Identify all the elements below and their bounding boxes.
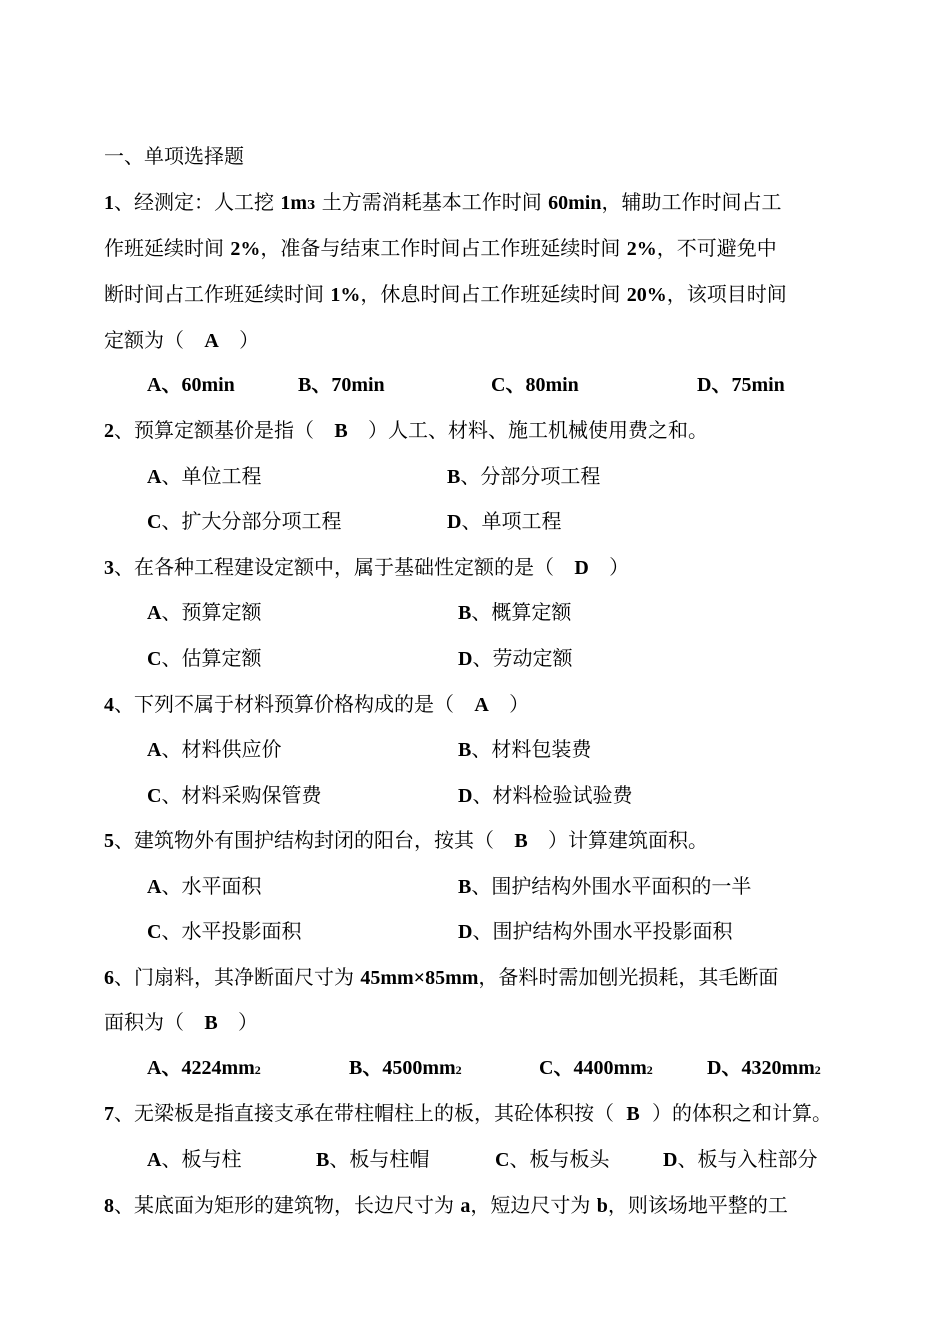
question-text: 断时间占工作班延续时间 (104, 282, 331, 306)
question-text: 、在各种工程建设定额中，属于基础性定额的是（ (114, 555, 561, 579)
question-2 (104, 416, 708, 445)
unit-text: 1m (280, 192, 308, 214)
question-text: ） (232, 328, 260, 352)
question-1-line-4 (104, 326, 259, 355)
option-d: D、4320mm2 (707, 1057, 821, 1079)
answer-letter: A (474, 694, 489, 716)
question-text: ，该项目时间 (666, 282, 787, 306)
superscript: 3 (307, 198, 316, 212)
question-text: ，则该场地平整的工 (607, 1193, 788, 1217)
question-text: 定额为（ (104, 328, 191, 352)
question-number: 1 (104, 192, 114, 214)
value-text: 60min (548, 192, 602, 214)
answer-letter: D (574, 557, 589, 579)
question-6-line-1 (104, 963, 846, 992)
question-text: 面积为（ (104, 1010, 191, 1034)
option-c: C、材料采购保管费 (147, 783, 322, 807)
option-c: C、4400mm2 (539, 1057, 653, 1079)
question-1-line-3 (104, 280, 787, 309)
option-d: D、围护结构外围水平投影面积 (458, 919, 733, 943)
question-5 (104, 826, 708, 855)
answer-letter: B (514, 830, 528, 852)
question-text: 、建筑物外有围护结构封闭的阳台，按其（ (114, 828, 501, 852)
option-c: C、板与板头 (495, 1147, 610, 1171)
option-b: B、板与柱帽 (316, 1147, 430, 1171)
answer-letter: B (204, 1012, 218, 1034)
question-text: ，短边尺寸为 (470, 1193, 597, 1217)
value-text: 20% (626, 284, 667, 306)
question-number: 3 (104, 557, 114, 579)
question-6-line-2 (104, 1008, 258, 1037)
value-text: 2% (230, 238, 261, 260)
value-text: 1% (330, 284, 361, 306)
answer-letter: B (626, 1103, 640, 1125)
question-text: ，准备与结束工作时间占工作班延续时间 (260, 236, 627, 260)
question-number: 2 (104, 420, 114, 442)
question-text: 、预算定额基价是指（ (114, 418, 321, 442)
question-text: ，备料时需加刨光损耗，其毛断面 (478, 965, 779, 989)
option-b: B、70min (298, 374, 385, 396)
question-4 (104, 690, 529, 719)
question-1-line-1 (104, 188, 846, 219)
question-text: ）人工、材料、施工机械使用费之和。 (361, 418, 709, 442)
value-text: 45mm×85mm (360, 967, 479, 989)
question-text: 、经测定：人工挖 (114, 190, 281, 214)
option-a: A、单位工程 (147, 464, 262, 488)
section-title: 一、单项选择题 (104, 144, 244, 168)
question-text: ） (502, 692, 530, 716)
option-a: A、60min (147, 374, 235, 396)
question-text: 、某底面为矩形的建筑物，长边尺寸为 (114, 1193, 461, 1217)
option-b: B、材料包装费 (458, 737, 592, 761)
question-text: 作班延续时间 (104, 236, 231, 260)
option-d: D、材料检验试验费 (458, 783, 633, 807)
option-c: C、扩大分部分项工程 (147, 509, 342, 533)
option-a: A、材料供应价 (147, 737, 282, 761)
option-b: B、围护结构外围水平面积的一半 (458, 874, 752, 898)
question-number: 7 (104, 1103, 114, 1125)
question-text: 土方需消耗基本工作时间 (315, 190, 549, 214)
question-text: 、下列不属于材料预算价格构成的是（ (114, 692, 461, 716)
question-3 (104, 553, 629, 582)
question-text: ） (602, 555, 630, 579)
option-d: D、板与入柱部分 (663, 1147, 818, 1171)
option-d: D、劳动定额 (458, 646, 573, 670)
value-text: 2% (626, 238, 657, 260)
question-7 (104, 1099, 832, 1128)
option-b: B、分部分项工程 (447, 464, 601, 488)
question-text: ）的体积之和计算。 (645, 1101, 833, 1125)
question-text: 、无梁板是指直接支承在带柱帽柱上的板，其砼体积按（ (114, 1101, 621, 1125)
option-a: A、板与柱 (147, 1147, 242, 1171)
question-text: ）计算建筑面积。 (541, 828, 709, 852)
option-b: B、概算定额 (458, 600, 572, 624)
question-number: 6 (104, 967, 114, 989)
question-text: 、门扇料，其净断面尺寸为 (114, 965, 361, 989)
option-c: C、水平投影面积 (147, 919, 302, 943)
question-number: 5 (104, 830, 114, 852)
question-number: 4 (104, 694, 114, 716)
question-8-line-1 (104, 1191, 846, 1220)
option-c: C、80min (491, 374, 579, 396)
question-1-line-2 (104, 234, 777, 263)
answer-letter: B (334, 420, 348, 442)
option-a: A、预算定额 (147, 600, 262, 624)
option-d: D、75min (697, 374, 785, 396)
question-text: ，辅助工作时间占工 (601, 190, 782, 214)
option-a: A、水平面积 (147, 874, 262, 898)
option-d: D、单项工程 (447, 509, 562, 533)
question-number: 8 (104, 1195, 114, 1217)
option-b: B、4500mm2 (349, 1057, 462, 1079)
variable-text: a (460, 1195, 471, 1217)
option-a: A、4224mm2 (147, 1057, 261, 1079)
answer-letter: A (204, 330, 219, 352)
question-text: ，不可避免中 (656, 236, 777, 260)
variable-text: b (596, 1195, 608, 1217)
option-c: C、估算定额 (147, 646, 262, 670)
question-text: ） (231, 1010, 259, 1034)
question-text: ，休息时间占工作班延续时间 (360, 282, 627, 306)
